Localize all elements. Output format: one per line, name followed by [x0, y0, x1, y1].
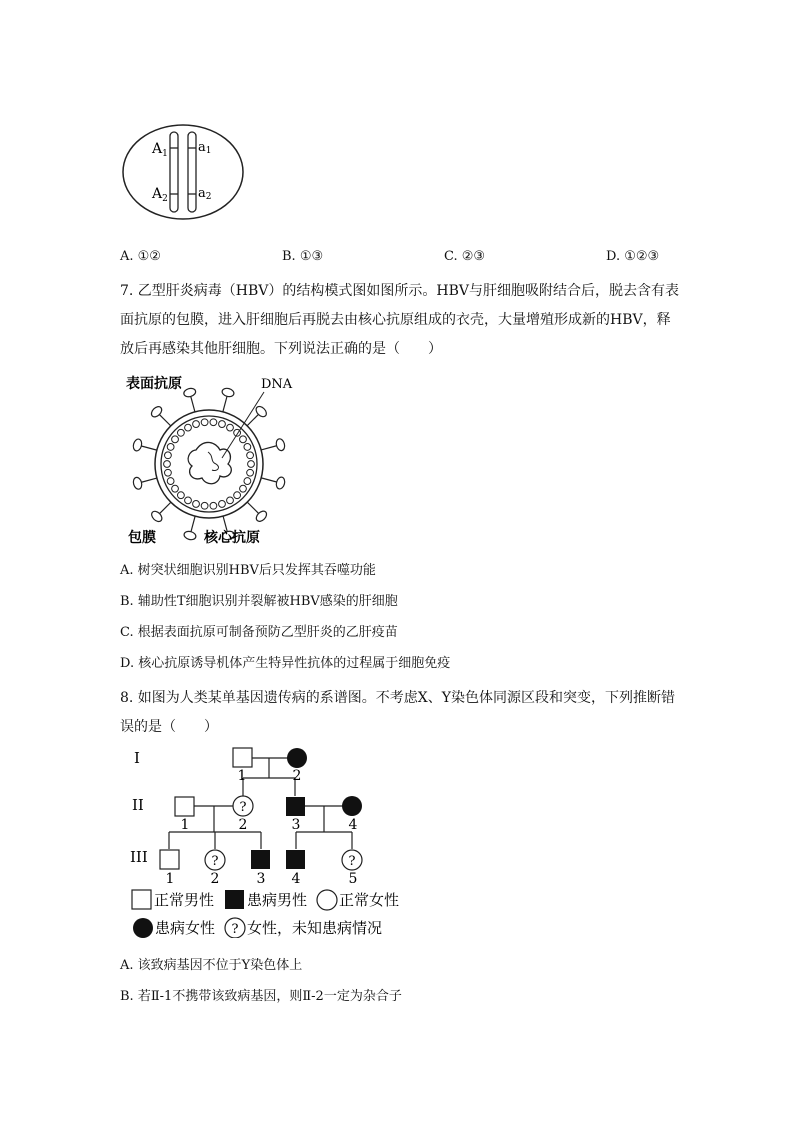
core-antigen-bead — [219, 501, 226, 508]
svg-text:3: 3 — [291, 817, 301, 833]
legend-normal-male-icon — [132, 890, 151, 909]
core-antigen-bead — [234, 492, 241, 499]
legend-affected-female-icon — [133, 918, 153, 938]
core-antigen-bead — [227, 497, 234, 504]
svg-text:3: 3 — [256, 871, 266, 887]
core-antigen-bead — [240, 436, 247, 443]
svg-text:A2: $A_2$ — [152, 186, 168, 204]
core-antigen-bead — [244, 444, 251, 451]
legend-affected-female: 患病女性 — [155, 919, 216, 937]
core-antigen-bead — [172, 485, 179, 492]
svg-text:1: 1 — [237, 768, 247, 784]
surface-antigen-spike — [221, 387, 235, 398]
core-antigen-bead — [210, 419, 217, 426]
surface-antigen-spike — [183, 530, 197, 541]
svg-text:A1: $A_1$ — [152, 141, 168, 159]
core-antigen-bead — [177, 429, 184, 436]
gen-label-I: I — [134, 749, 140, 767]
legend-normal-female: 正常女性 — [339, 891, 400, 909]
gen-label-II: II — [132, 796, 144, 814]
q6-option-d: D. ①②③ — [606, 249, 660, 264]
core-antigen-bead — [244, 478, 251, 485]
core-antigen-bead — [193, 501, 200, 508]
gene-label-a2: a — [198, 186, 206, 201]
q7-option-b: B. 辅助性T细胞识别并裂解被HBV感染的肝细胞 — [120, 594, 398, 609]
core-antigen-bead — [185, 424, 192, 431]
gene-label-A2: A — [152, 186, 163, 202]
surface-antigen-spike — [275, 438, 286, 452]
svg-text:4: 4 — [291, 871, 301, 887]
core-antigen-bead — [227, 424, 234, 431]
core-antigen-bead — [167, 444, 174, 451]
core-antigen-bead — [219, 421, 226, 428]
svg-text:a2: a2 — [198, 186, 212, 202]
q6-option-a: A. ①② — [120, 249, 161, 264]
chromosome-left — [170, 132, 178, 212]
pedigree-I1-normal-male — [233, 748, 252, 767]
svg-text:2: 2 — [210, 871, 220, 887]
hbv-structure-figure — [124, 372, 299, 552]
svg-text:4: 4 — [348, 817, 358, 833]
core-antigen-bead — [167, 478, 174, 485]
svg-text:2: 2 — [238, 817, 248, 833]
core-antigen-bead — [210, 502, 217, 509]
envelope-outer — [155, 410, 263, 518]
svg-text:?: ? — [231, 922, 239, 937]
core-antigen-bead — [193, 421, 200, 428]
svg-text:1: 1 — [165, 871, 175, 887]
pedigree-II1-normal-male — [175, 797, 194, 816]
legend-normal-female-icon — [317, 890, 337, 910]
svg-text:?: ? — [348, 854, 356, 869]
q6-option-b: B. ①③ — [282, 249, 324, 264]
q7-stem: 7. 乙型肝炎病毒（HBV）的结构模式图如图所示。HBV与肝细胞吸附结合后，脱去含有表面抗原的包膜，进入肝细胞后再脱去由核心抗原组成的衣壳，大量增殖形成新的HBV，释放后再感染其他肝细胞。下列说法正确的是（ ） — [120, 283, 680, 357]
q7-option-a: A. 树突状细胞识别HBV后只发挥其吞噬功能 — [120, 563, 376, 578]
core-antigen-bead — [172, 436, 179, 443]
core-antigen-bead — [185, 497, 192, 504]
core-antigen-bead — [247, 452, 254, 459]
pedigree-III1-normal-male — [160, 850, 179, 869]
q7-option-d: D. 核心抗原诱导机体产生特异性抗体的过程属于细胞免疫 — [120, 656, 451, 671]
pedigree-II3-affected-male — [286, 797, 305, 816]
q8-option-b: B. 若Ⅱ-1不携带该致病基因，则Ⅱ-2一定为杂合子 — [120, 989, 402, 1004]
svg-text:?: ? — [211, 854, 219, 869]
core-antigen-bead — [165, 469, 172, 476]
core-antigen-bead — [201, 502, 208, 509]
svg-text:a1: a1 — [198, 140, 212, 156]
label-surface-antigen: 表面抗原 — [126, 376, 182, 392]
gene-label-A1: A — [152, 141, 163, 157]
label-envelope: 包膜 — [128, 530, 156, 546]
q8-stem: 8. 如图为人类某单基因遗传病的系谱图。不考虑X、Y染色体同源区段和突变，下列推断错误的是（ ） — [120, 690, 676, 735]
core-antigen-bead — [177, 492, 184, 499]
gene-label-a1: a — [198, 140, 206, 155]
gen-label-III: III — [130, 848, 148, 866]
label-dna: DNA — [261, 377, 293, 392]
pedigree-III4-affected-male — [286, 850, 305, 869]
cell-circle — [123, 125, 243, 219]
core-antigen-bead — [248, 461, 255, 468]
svg-text:1: 1 — [180, 817, 190, 833]
surface-antigen-spike — [183, 387, 197, 398]
pedigree-chart — [125, 738, 425, 938]
legend-unknown-female: 女性，未知患病情况 — [247, 919, 383, 937]
surface-antigen-spike — [132, 438, 143, 452]
legend-affected-male: 患病男性 — [247, 891, 308, 909]
pedigree-III3-affected-male — [251, 850, 270, 869]
q8-option-a: A. 该致病基因不位于Y染色体上 — [120, 958, 303, 973]
surface-antigen-spike — [132, 476, 143, 490]
surface-antigen-spike — [275, 476, 286, 490]
chromosome-figure — [118, 122, 248, 222]
chromosome-right — [188, 132, 196, 212]
q6-option-c: C. ②③ — [444, 249, 486, 264]
core-antigen-bead — [165, 452, 172, 459]
q7-option-c: C. 根据表面抗原可制备预防乙型肝炎的乙肝疫苗 — [120, 625, 398, 640]
core-antigen-bead — [164, 461, 171, 468]
svg-text:?: ? — [239, 800, 247, 815]
svg-text:2: 2 — [292, 768, 302, 784]
core-antigen-bead — [240, 485, 247, 492]
label-core-antigen: 核心抗原 — [204, 530, 260, 546]
core-antigen-bead — [201, 419, 208, 426]
core-antigen-bead — [247, 469, 254, 476]
legend-affected-male-icon — [225, 890, 244, 909]
pedigree-II4-affected-female — [342, 796, 362, 816]
svg-text:5: 5 — [348, 871, 358, 887]
legend-normal-male: 正常男性 — [154, 891, 215, 909]
pedigree-I2-affected-female — [287, 748, 307, 768]
